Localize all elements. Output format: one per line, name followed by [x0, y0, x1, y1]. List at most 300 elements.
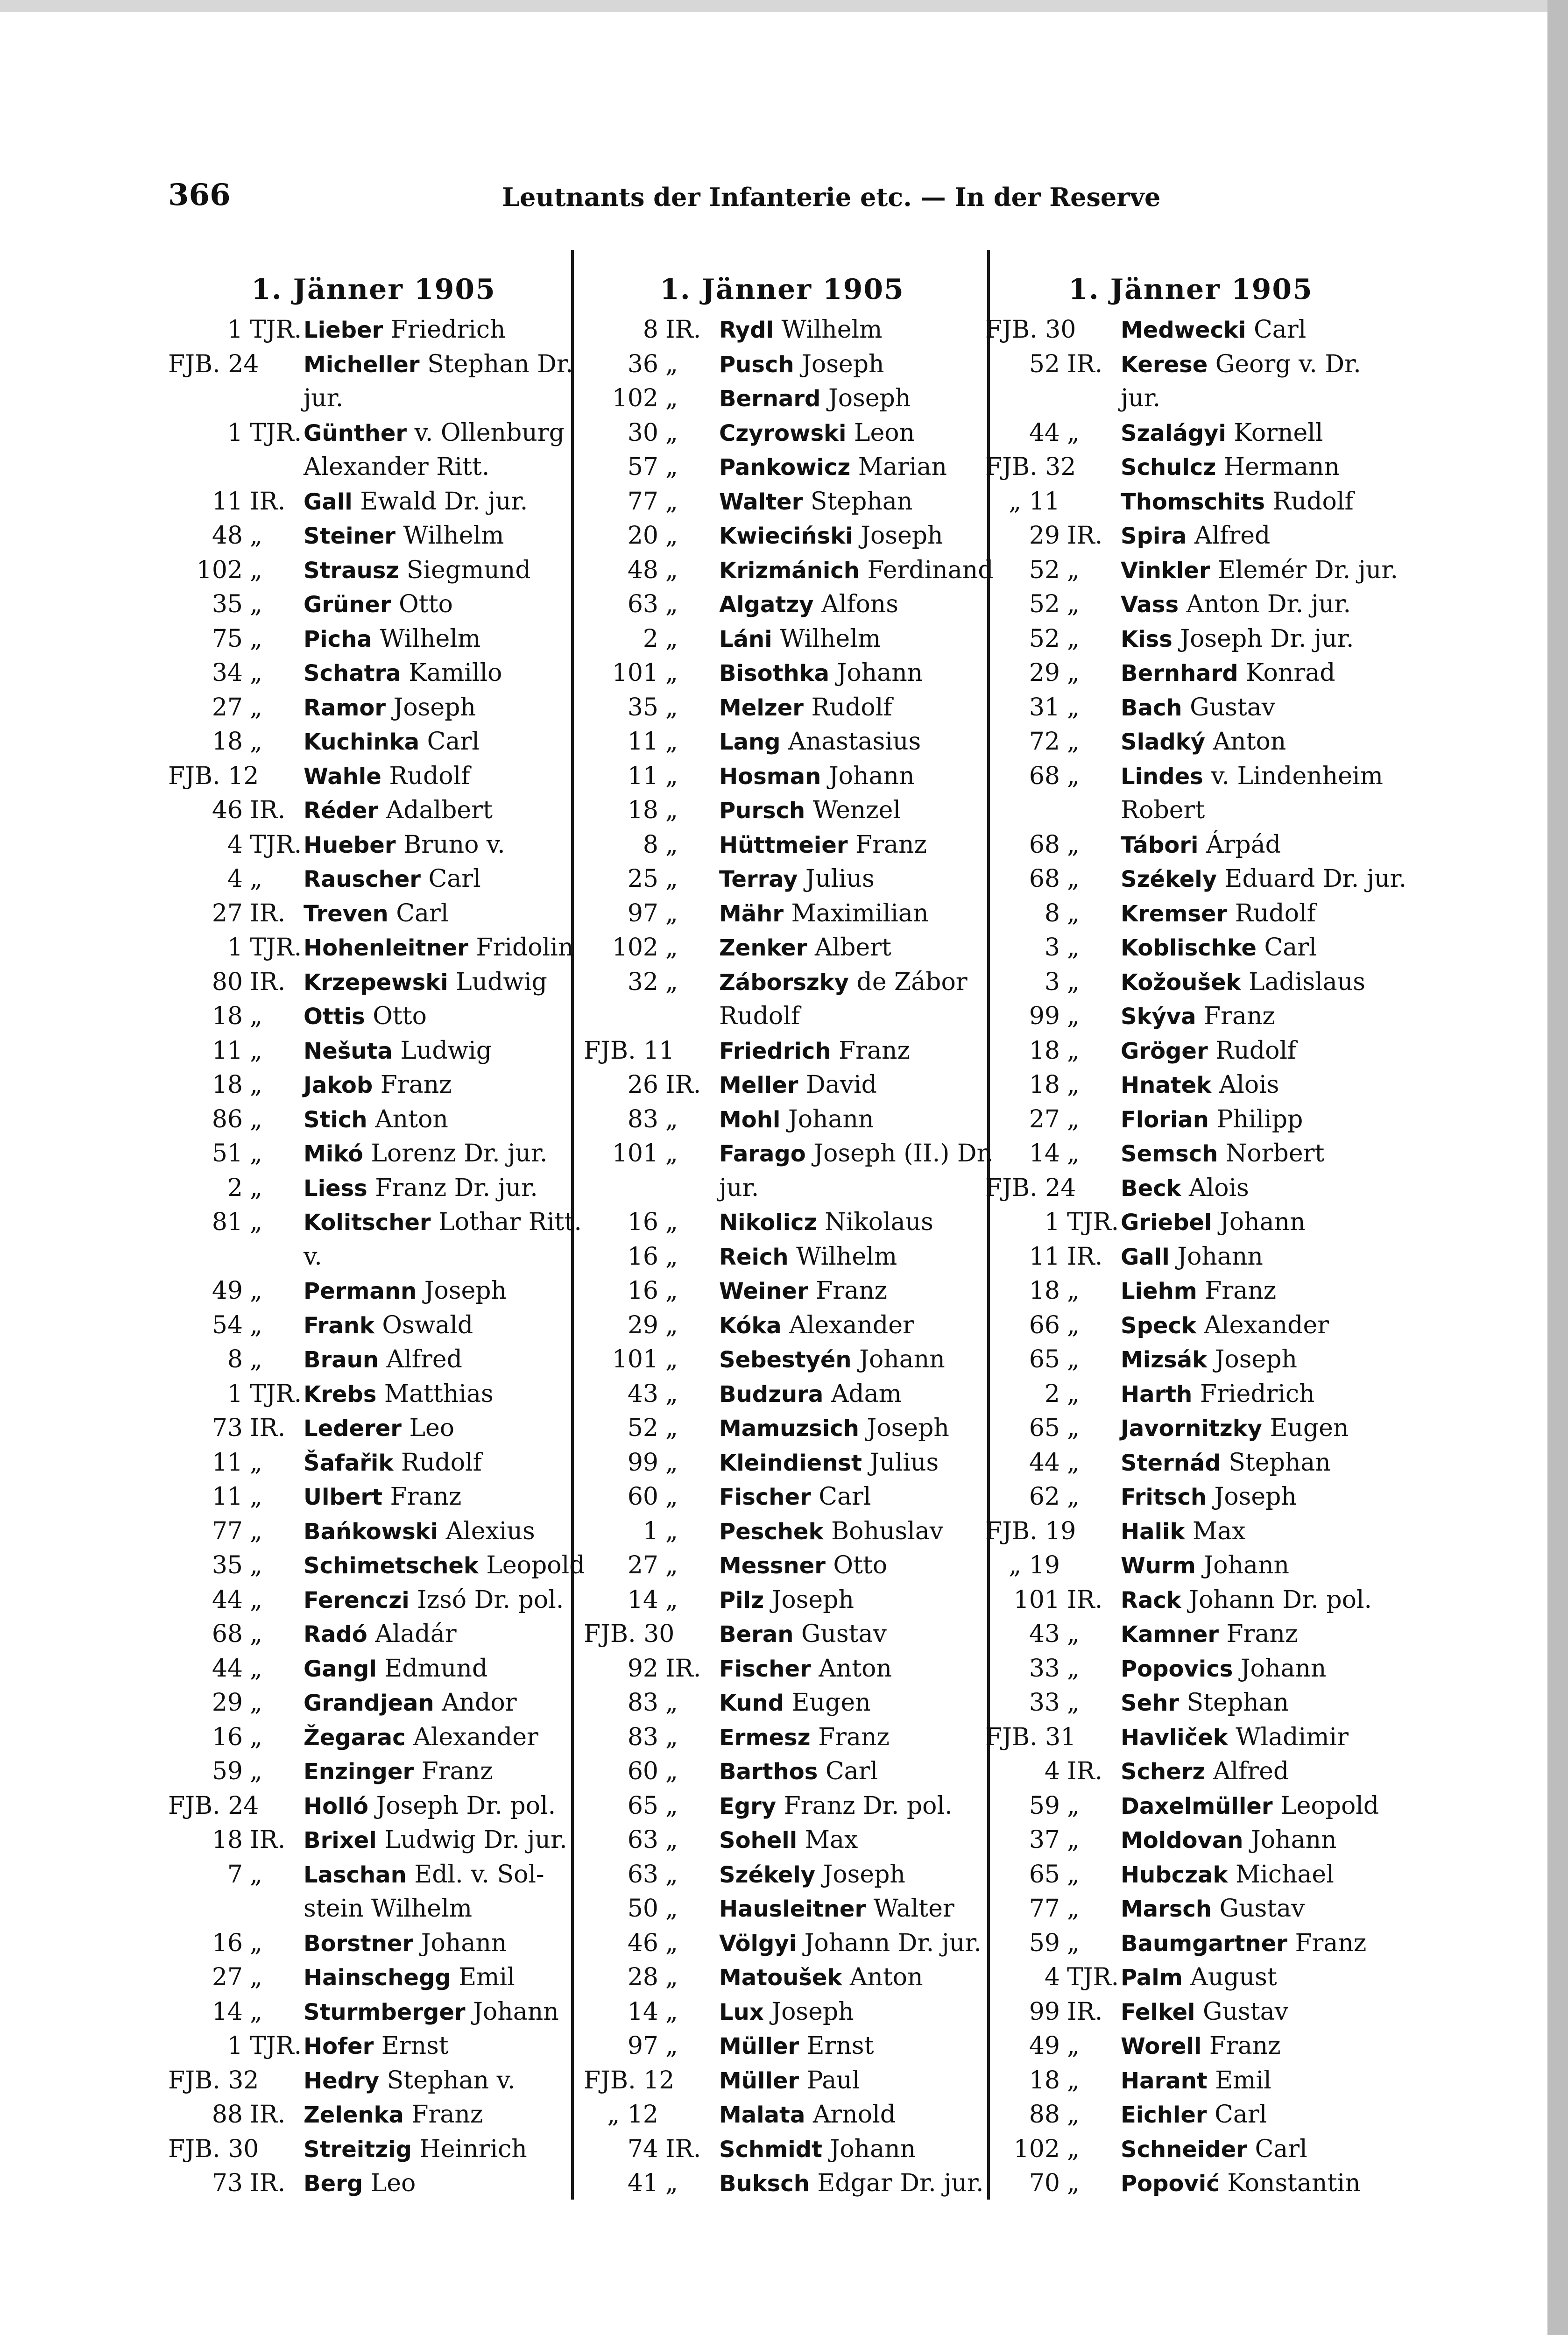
surname: Pilz [719, 1587, 764, 1613]
regiment-number: 18 [627, 796, 658, 824]
list-item [985, 2098, 1396, 2132]
surname: Gall [304, 488, 353, 515]
given-name: Andor [442, 1689, 517, 1717]
surname: Micheller [304, 351, 420, 378]
regiment-number: 33 [1029, 1654, 1060, 1683]
regiment-number: 48 [627, 556, 658, 584]
regiment-number: 101 [612, 659, 658, 687]
surname: Hüttmeier [719, 832, 848, 858]
given-name: Johann [837, 659, 923, 687]
unit-type: „ [250, 1757, 262, 1785]
officer-name [304, 313, 505, 348]
unit-type: „ [250, 1723, 262, 1751]
given-name: Wilhelm [781, 316, 883, 344]
unit-type: IR. [665, 1071, 701, 1099]
officer-name [304, 1583, 564, 1618]
list-item [168, 2132, 579, 2167]
officer-name [304, 622, 480, 657]
surname: Kuchinka [304, 729, 420, 755]
given-name: Johann [1177, 1242, 1263, 1271]
column-heading: 1. Jänner 1905 [1068, 273, 1313, 306]
given-name: Izsó Dr. pol. [417, 1585, 564, 1614]
surname: Streitzig [304, 2136, 412, 2163]
officer-name [719, 1755, 878, 1790]
given-name: Julius [869, 1448, 939, 1477]
regiment-number: „ 11 [1009, 487, 1060, 516]
list-item [584, 1823, 981, 1858]
regiment-number: 97 [627, 2032, 658, 2060]
surname: Marsch [1121, 1896, 1212, 1922]
officer-name [304, 1858, 544, 1893]
list-item [168, 1858, 579, 1892]
given-name: Johann [1203, 1551, 1289, 1579]
given-name: jur. [719, 1174, 759, 1202]
officer-name [1121, 1309, 1329, 1344]
given-name: Bohuslav [831, 1517, 944, 1545]
unit-type: „ [665, 418, 678, 447]
officer-name [304, 725, 480, 760]
regiment-number: 77 [212, 1517, 243, 1545]
list-item [985, 416, 1396, 451]
officer-name [1121, 1274, 1276, 1309]
given-name: Joseph [861, 522, 943, 550]
unit-type: „ [1067, 418, 1080, 447]
given-name: Ludwig [400, 1036, 492, 1065]
surname: Strausz [304, 557, 399, 584]
unit-type: „ [250, 659, 262, 687]
list-item [985, 485, 1396, 519]
given-name: Johann [1219, 1208, 1306, 1236]
officer-name [304, 1240, 322, 1275]
given-name: Joseph (II.) Dr. [813, 1139, 994, 1168]
officer-name [304, 1205, 582, 1240]
list-item [168, 1583, 579, 1618]
list-item [168, 1514, 579, 1549]
surname: Halik [1121, 1518, 1185, 1545]
surname: Braun [304, 1347, 379, 1373]
list-item [584, 347, 981, 382]
given-name: Johann Dr. jur. [804, 1929, 982, 1957]
list-item [985, 1103, 1396, 1137]
column-3 [985, 266, 1407, 2201]
unit-type: „ [1067, 2032, 1080, 2060]
list-item [985, 1240, 1396, 1274]
surname: Felkel [1121, 1999, 1195, 2025]
given-name: Joseph Dr. pol. [376, 1791, 556, 1820]
given-name: Johann [1240, 1654, 1327, 1683]
given-name: Alexander [413, 1723, 538, 1751]
given-name: Joseph [1214, 1483, 1297, 1511]
surname: Schulcz [1121, 454, 1216, 481]
given-name: Fridolin [476, 934, 574, 962]
surname: Mähr [719, 900, 784, 927]
surname: Nikolicz [719, 1210, 817, 1236]
surname: Gall [1121, 1244, 1170, 1270]
given-name: Albert [814, 934, 891, 962]
officer-name [1121, 1960, 1277, 1995]
list-item-continuation [168, 382, 579, 416]
given-name: Johann [830, 2135, 916, 2163]
given-name: Carl [1264, 934, 1317, 962]
list-item [584, 1137, 994, 1171]
unit-type: „ [665, 1929, 678, 1957]
officer-name [719, 553, 994, 588]
list-item [168, 2064, 579, 2098]
unit-type: „ [665, 1380, 678, 1408]
regiment-number: 11 [627, 762, 658, 790]
list-item [168, 1411, 579, 1446]
page-number: 366 [168, 177, 231, 212]
given-name: Otto [833, 1551, 888, 1579]
officer-name [304, 382, 343, 417]
officer-name [304, 1103, 448, 1138]
given-name: Franz Dr. jur. [375, 1174, 538, 1202]
officer-name [1121, 382, 1160, 417]
surname: Hainschegg [304, 1965, 451, 1991]
surname: Gangl [304, 1656, 377, 1682]
unit-type: „ [665, 659, 678, 687]
unit-type: TJR. [1067, 1208, 1119, 1236]
surname: Pusch [719, 351, 794, 378]
regiment-number: 34 [212, 659, 243, 687]
list-item [584, 1446, 981, 1480]
unit-type: „ [1067, 693, 1080, 722]
unit-type: „ [665, 1414, 678, 1442]
regiment-number: 101 [612, 1345, 658, 1373]
officer-name [304, 1446, 482, 1481]
given-name: Alexius [445, 1517, 535, 1545]
list-item [168, 897, 579, 931]
officer-name [719, 931, 891, 966]
column-heading: 1. Jänner 1905 [660, 273, 904, 306]
regiment-number: 73 [212, 2169, 243, 2197]
unit-type: IR. [665, 1654, 701, 1683]
given-name: Bruno v. [403, 830, 505, 859]
unit-type: IR. [1067, 1585, 1103, 1614]
officer-name [304, 347, 573, 382]
given-name: Joseph [867, 1414, 949, 1442]
given-name: Maximilian [791, 899, 929, 927]
given-name: Georg v. Dr. [1215, 350, 1361, 378]
surname: Frank [304, 1312, 374, 1339]
given-name: Franz [1205, 1277, 1277, 1305]
list-item [584, 1274, 981, 1309]
surname: Pursch [719, 798, 805, 824]
regiment-number: 72 [1029, 728, 1060, 756]
unit-type: IR. [1067, 522, 1103, 550]
surname: Bernard [719, 386, 821, 412]
regiment-number: „ 19 [1009, 1551, 1060, 1579]
unit-type: „ [665, 1105, 678, 1133]
given-name: Carl [428, 865, 481, 893]
surname: Zenker [719, 935, 807, 961]
unit-type: „ [665, 384, 678, 412]
given-name: Gustav [801, 1620, 887, 1648]
regiment-number: 99 [1029, 1997, 1060, 2026]
list-item [168, 1171, 579, 1206]
regiment-number: 75 [212, 624, 243, 653]
given-name: Joseph [823, 1860, 905, 1889]
list-item [584, 897, 981, 931]
given-name: Leopold [486, 1551, 585, 1579]
regiment-number: 2 [227, 1174, 243, 1202]
regiment-number: 4 [1044, 1757, 1060, 1785]
given-name: Ernst [381, 2032, 449, 2060]
list-item [985, 1034, 1396, 1068]
list-item [985, 828, 1396, 863]
list-item [584, 1960, 981, 1995]
unit-type: „ [1067, 556, 1080, 584]
regiment-number: 18 [1029, 2066, 1060, 2094]
surname: Láni [719, 626, 772, 652]
surname: Thomschits [1121, 488, 1265, 515]
officer-name [304, 416, 565, 451]
unit-type: „ [250, 1139, 262, 1168]
list-item [985, 1205, 1396, 1240]
unit-type: „ [250, 1585, 262, 1614]
unit-type: „ [1067, 2135, 1080, 2163]
list-item [584, 1343, 981, 1377]
given-name: Anastasius [788, 728, 921, 756]
unit-type: „ [250, 590, 262, 618]
surname: Mohl [719, 1106, 781, 1133]
given-name: Eduard Dr. jur. [1224, 865, 1407, 893]
regiment-number: 36 [627, 350, 658, 378]
officer-name [719, 1446, 939, 1481]
unit-type: „ [665, 522, 678, 550]
officer-name [1121, 1068, 1279, 1103]
regiment-number: 8 [1044, 899, 1060, 927]
unit-type: „ [250, 556, 262, 584]
unit-type: „ [665, 1483, 678, 1511]
given-name: Johann [1250, 1826, 1337, 1854]
officer-name [1121, 1926, 1366, 1961]
surname: Farago [719, 1141, 806, 1167]
given-name: Edl. v. Sol- [414, 1860, 544, 1889]
officer-name [719, 1240, 897, 1275]
regiment-number: 11 [212, 1036, 243, 1065]
given-name: Rudolf [811, 693, 892, 722]
regiment-number: 1 [227, 316, 243, 344]
regiment-number: 77 [627, 487, 658, 516]
list-item [584, 553, 994, 588]
surname: Grandjean [304, 1690, 434, 1716]
unit-type: „ [665, 1791, 678, 1820]
unit-type: TJR. [250, 316, 302, 344]
unit-type: „ [665, 1895, 678, 1923]
regiment-number: 32 [627, 968, 658, 996]
surname: Beran [719, 1621, 794, 1648]
given-name: Edgar Dr. jur. [817, 2169, 984, 2197]
given-name: Franz [380, 1071, 452, 1099]
list-item [584, 1240, 981, 1274]
given-name: Stephan [1187, 1689, 1289, 1717]
surname: Lederer [304, 1415, 402, 1442]
surname: Müller [719, 2033, 799, 2059]
officer-name [304, 553, 531, 588]
officer-name [1121, 553, 1398, 588]
unit-type: „ [250, 1620, 262, 1648]
unit-type: „ [250, 728, 262, 756]
officer-name [719, 1926, 982, 1961]
officer-name [1121, 2064, 1271, 2099]
unit-type: „ [250, 1517, 262, 1545]
surname: Jakob [304, 1072, 373, 1098]
unit-type: „ [665, 1517, 678, 1545]
list-item [168, 1652, 579, 1686]
list-item [168, 931, 579, 965]
regiment-number: 30 [627, 418, 658, 447]
officer-name [304, 1686, 517, 1721]
unit-type: IR. [250, 1826, 286, 1854]
list-item [584, 2098, 981, 2132]
regiment-number: FJB. 32 [985, 453, 1076, 481]
given-name: Konstantin [1227, 2169, 1361, 2197]
list-item [584, 965, 981, 1000]
surname: Friedrich [719, 1038, 831, 1064]
list-item [985, 1823, 1396, 1858]
given-name: Franz [1209, 2032, 1281, 2060]
list-item [985, 1789, 1396, 1824]
regiment-number: 73 [212, 1414, 243, 1442]
officer-name [1121, 347, 1361, 382]
regiment-number: FJB. 12 [168, 762, 259, 790]
surname: Weiner [719, 1278, 808, 1304]
given-name: Rudolf [1235, 899, 1316, 927]
surname: Sehr [1121, 1690, 1179, 1716]
surname: Mizsák [1121, 1347, 1208, 1373]
given-name: Anton [1213, 728, 1286, 756]
given-name: Johann [788, 1105, 874, 1133]
surname: Ermesz [719, 1724, 811, 1751]
given-name: Franz [421, 1757, 493, 1785]
unit-type: „ [665, 1208, 678, 1236]
regiment-number: 35 [212, 1551, 243, 1579]
surname: Hueber [304, 832, 396, 858]
officer-name [1121, 313, 1306, 348]
surname: Brixel [304, 1827, 377, 1854]
surname: Nešuta [304, 1038, 393, 1064]
given-name: Gustav [1203, 1997, 1289, 2026]
surname: Schmidt [719, 2136, 822, 2163]
regiment-number: 1 [227, 934, 243, 962]
officer-name [1121, 2098, 1267, 2133]
given-name: Johann [859, 1345, 945, 1373]
regiment-number: 50 [627, 1895, 658, 1923]
list-item [985, 2132, 1396, 2167]
unit-type: TJR. [250, 2032, 302, 2060]
list-item [168, 759, 579, 794]
list-item [168, 1823, 579, 1858]
regiment-number: 62 [1029, 1483, 1060, 1511]
list-item [985, 1652, 1396, 1686]
unit-type: „ [665, 1826, 678, 1854]
regiment-number: 37 [1029, 1826, 1060, 1854]
officer-name [304, 1960, 515, 1995]
unit-type: „ [1067, 1105, 1080, 1133]
given-name: Ludwig [456, 968, 547, 996]
unit-type: „ [1067, 865, 1080, 893]
given-name: Alfred [386, 1345, 462, 1373]
surname: Ulbert [304, 1484, 382, 1510]
regiment-number: 11 [1029, 1242, 1060, 1271]
unit-type: „ [1067, 1826, 1080, 1854]
unit-type: „ [1067, 934, 1080, 962]
surname: Havliček [1121, 1724, 1228, 1751]
surname: Holló [304, 1793, 369, 1819]
surname: Kremser [1121, 900, 1228, 927]
officer-name [304, 1171, 538, 1206]
list-item [584, 1926, 981, 1961]
list-item [168, 1068, 579, 1103]
regiment-number: 1 [227, 418, 243, 447]
surname: Hubczak [1121, 1861, 1228, 1888]
given-name: Ewald Dr. jur. [360, 487, 528, 516]
surname: Kwieciński [719, 523, 853, 549]
officer-name [1121, 485, 1354, 520]
surname: Griebel [1121, 1210, 1212, 1236]
surname: Rauscher [304, 866, 421, 892]
given-name: Hermann [1223, 453, 1340, 481]
given-name: Árpád [1206, 830, 1281, 859]
regiment-number: 51 [212, 1139, 243, 1168]
regiment-number: 88 [1029, 2101, 1060, 2129]
officer-name [1121, 1034, 1296, 1069]
officer-name [1121, 1549, 1289, 1584]
officer-name [719, 1411, 949, 1446]
given-name: Joseph [802, 350, 884, 378]
officer-name [304, 2098, 483, 2133]
regiment-number: 14 [1029, 1139, 1060, 1168]
list-item [584, 1617, 981, 1652]
given-name: Adalbert [386, 796, 493, 824]
given-name: Oswald [382, 1311, 473, 1339]
officer-name [719, 1377, 902, 1412]
surname: Bisothka [719, 660, 830, 686]
surname: Peschek [719, 1518, 824, 1545]
given-name: Lothar Ritt. [438, 1208, 582, 1236]
regiment-number: 81 [212, 1208, 243, 1236]
officer-name [1121, 965, 1365, 1000]
unit-type: „ [1067, 1860, 1080, 1889]
regiment-number: 3 [1044, 934, 1060, 962]
unit-type: „ [665, 1139, 678, 1168]
list-item [168, 862, 579, 897]
unit-type: „ [1067, 1929, 1080, 1957]
officer-name [1121, 1892, 1305, 1927]
officer-name [719, 2029, 874, 2064]
unit-type: „ [1067, 659, 1080, 687]
officer-name [719, 1892, 954, 1927]
given-name: Wilhelm [780, 624, 881, 653]
surname: Egry [719, 1793, 777, 1819]
regiment-number: 8 [643, 830, 658, 859]
list-item [168, 347, 579, 382]
officer-name [1121, 1514, 1246, 1550]
list-item [168, 965, 579, 1000]
list-item [584, 1686, 981, 1720]
regiment-number: 28 [627, 1963, 658, 1991]
given-name: Johann Dr. pol. [1189, 1585, 1372, 1614]
given-name: Wilhelm [796, 1242, 897, 1271]
surname: Kamner [1121, 1621, 1219, 1648]
list-item [985, 656, 1396, 691]
given-name: Carl [1255, 2135, 1307, 2163]
regiment-number: 92 [627, 1654, 658, 1683]
regiment-number: FJB. 30 [985, 316, 1076, 344]
officer-name [719, 793, 901, 828]
officer-name [719, 1823, 858, 1858]
